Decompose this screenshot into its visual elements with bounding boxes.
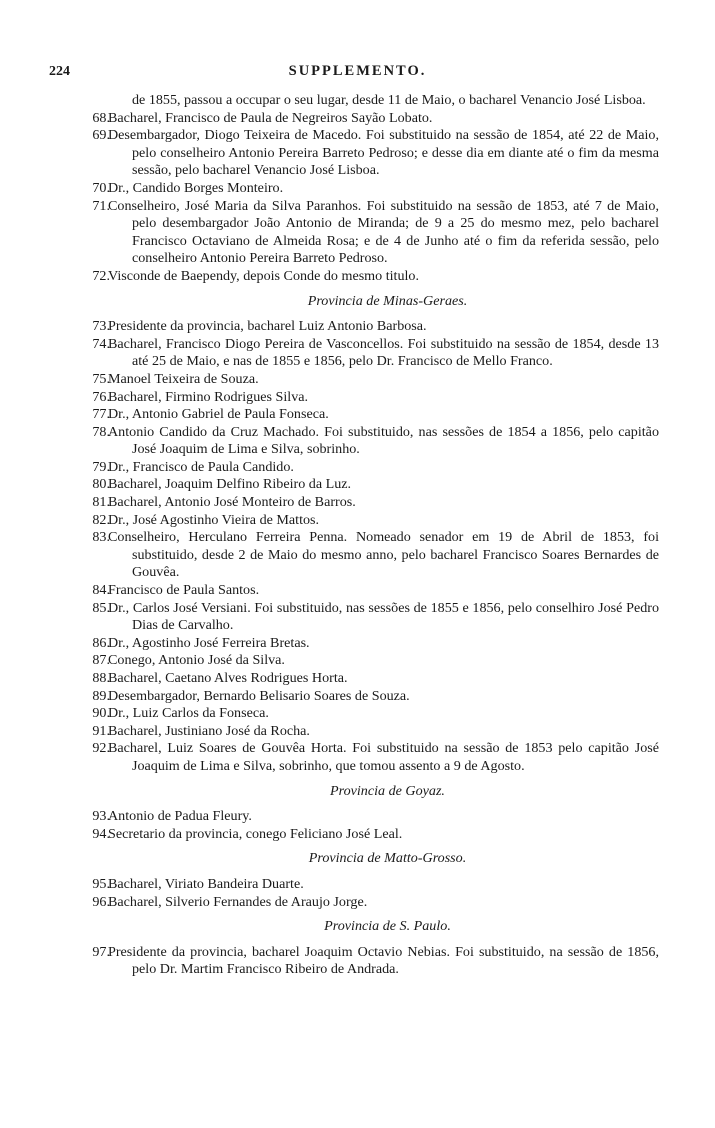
entry-text: Dr., José Agostinho Vieira de Mattos. [108,511,320,528]
entry-number: 68. [92,109,110,126]
entry-number: 75. [92,370,110,387]
entry-number: 85. [92,599,110,616]
entry-number: 92. [92,740,110,757]
entry-text: Presidente da provincia, bacharel Joaquim Octavio Nebias. Foi substituido, na sessão de 1856, pelo Dr. Martim Francisco Ribeiro de Andrada. [108,943,659,978]
entry-text: Bacharel, Silverio Fernandes de Araujo Jorge. [108,893,368,910]
list-item [0,494,715,512]
entry-list [0,92,715,979]
list-item [0,670,715,688]
list-item [0,944,715,979]
list-item [0,512,715,530]
list-item [0,723,715,741]
entry-text: Visconde de Baependy, depois Conde do mesmo titulo. [108,267,419,284]
entry-number: 88. [92,670,110,686]
province-heading: Provincia de S. Paulo. [324,918,451,935]
entry-number: 78. [92,423,110,440]
entry-text: Antonio Candido da Cruz Machado. Foi substituido, nas sessões de 1854 a 1856, pelo capitão José Joaquim de Lima e Silva, sobrinho. [108,423,659,458]
entry-text: Bacharel, Joaquim Delfino Ribeiro da Luz. [108,476,352,493]
province-heading: Provincia de Goyaz. [330,782,445,799]
entry-text: Dr., Candido Borges Monteiro. [108,179,284,196]
entry-text: Bacharel, Viriato Bandeira Duarte. [108,875,304,892]
entry-text: Desembargador, Diogo Teixeira de Macedo. Foi substituido na sessão de 1854, até 22 de Maio, pelo conselheiro Antonio Pereira Barreto Pedroso; e desse dia em diante até o fim da mesma sessão, pelo bacharel Venancio José Lisboa. [108,127,659,179]
entry-number: 81. [92,494,110,511]
entry-text: Antonio de Padua Fleury. [108,808,252,825]
list-item [0,529,715,582]
list-item [0,705,715,723]
entry-number: 72. [92,267,110,284]
page-header [0,63,715,83]
entry-text: Dr., Luiz Carlos da Fonseca. [108,705,269,722]
entry-number: 71. [92,197,110,214]
entry-text: Bacharel, Caetano Alves Rodrigues Horta. [108,670,348,686]
entry-number: 87. [92,652,110,669]
entry-number: 79. [92,458,110,475]
entry-number: 76. [92,388,110,405]
entry-number: 70. [92,179,110,196]
entry-number: 80. [92,476,110,493]
list-item [0,476,715,494]
entry-text: Francisco de Paula Santos. [108,582,260,599]
entry-text: Dr., Antonio Gabriel de Paula Fonseca. [108,406,329,423]
list-item [0,876,715,894]
list-item [0,127,715,180]
list-item [0,371,715,389]
entry-text: Bacharel, Francisco Diogo Pereira de Vasconcellos. Foi substituido na sessão de 1854, desde 13 até 25 de Maio, e nas de 1855 e 1856, pelo Dr. Francisco de Mello Franco. [108,335,659,370]
list-item [0,268,715,286]
entry-number: 95. [92,875,110,892]
list-item [0,740,715,775]
entry-number: 77. [92,406,110,423]
list-item [0,582,715,600]
entry-number: 96. [92,893,110,910]
list-item [0,389,715,407]
entry-text: Conselheiro, Herculano Ferreira Penna. Nomeado senador em 19 de Abril de 1853, foi substituido, desde 2 de Maio do mesmo anno, pelo bacharel Francisco Soares Bernardes de Gouvêa. [108,529,659,581]
list-item [0,652,715,670]
entry-number: 83. [92,529,110,546]
list-item [0,110,715,128]
list-item [0,406,715,424]
province-heading: Provincia de Minas-Geraes. [307,292,468,309]
entry-number: 91. [92,722,110,739]
entry-text: Dr., Francisco de Paula Candido. [108,458,294,475]
running-title: SUPPLEMENTO. [288,63,427,79]
list-item [0,808,715,826]
list-item [0,336,715,371]
entry-text: Bacharel, Antonio José Monteiro de Barros. [108,494,356,511]
list-item [0,635,715,653]
entry-number: 84. [92,582,110,599]
entry-text: Dr., Carlos José Versiani. Foi substituido, nas sessões de 1855 e 1856, pelo conselhiro José Pedro Dias de Carvalho. [108,599,659,634]
entry-number: 69. [92,127,110,144]
list-item [0,424,715,459]
entry-text: Bacharel, Francisco de Paula de Negreiros Sayão Lobato. [108,109,433,126]
entry-number: 74. [92,335,110,352]
entry-text: Dr., Agostinho José Ferreira Bretas. [108,634,310,651]
entry-number: 73. [92,318,110,335]
entry-number: 89. [92,687,110,704]
continuation-text: de 1855, passou a occupar o seu lugar, desde 11 de Maio, o bacharel Venancio José Lisboa. [132,92,646,108]
entry-number: 86. [92,634,110,651]
list-item [0,318,715,336]
entry-number: 94. [92,825,110,842]
list-item [0,688,715,706]
page-number: 224 [49,64,70,79]
entry-number: 82. [92,511,110,528]
entry-text: Bacharel, Luiz Soares de Gouvêa Horta. Foi substituido na sessão de 1853 pelo capitão José Joaquim de Lima e Silva, sobrinho, que tomou assento a 9 de Agosto. [108,740,659,774]
entry-text: Conselheiro, José Maria da Silva Paranhos. Foi substituido na sessão de 1853, até 7 de Maio, pelo desembargador João Antonio de Miranda; de 9 a 25 do mesmo mez, pelo bacharel Francisco Octaviano de Almeida Rosa; e de 4 de Junho até o fim da referida sessão, pelo conselheiro Antonio Pereira Barreto Pedroso. [108,197,659,267]
entry-text: Manoel Teixeira de Souza. [108,370,259,387]
list-item [0,180,715,198]
list-item [0,459,715,477]
list-item [0,826,715,844]
entry-text: Secretario da provincia, conego Feliciano José Leal. [108,825,403,842]
list-item [0,600,715,635]
entry-text: Desembargador, Bernardo Belisario Soares de Souza. [108,687,410,704]
entry-text: Conego, Antonio José da Silva. [108,652,285,669]
entry-number: 93. [92,808,110,825]
list-item [0,198,715,268]
entry-text: Bacharel, Justiniano José da Rocha. [108,722,310,739]
province-heading: Provincia de Matto-Grosso. [308,850,467,867]
list-item [0,894,715,912]
entry-number: 90. [92,705,110,722]
entry-number: 97. [92,943,110,960]
entry-text: Presidente da provincia, bacharel Luiz Antonio Barbosa. [108,318,427,335]
entry-text: Bacharel, Firmino Rodrigues Silva. [108,388,309,405]
